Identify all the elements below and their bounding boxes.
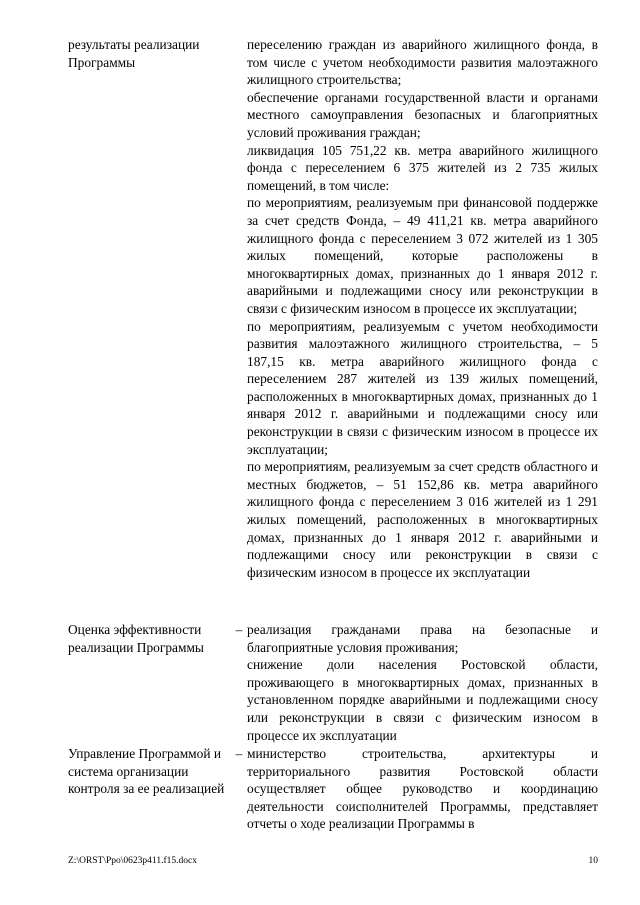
document-page xyxy=(68,36,598,833)
paragraph: по мероприятиям, реализуемым при финансовой поддержке за счет средств Фонда, – 49 411,21 кв. метра аварийного жилищного фонда с переселением 3 072 жителей из 1 305 жилых помещений, которые расположены в многоквартирных домах, признанных до 1 января 2012 г. аварийными и подлежащими сносу или реконструкции в связи с физическим износом в процессе их эксплуатации; xyxy=(247,195,598,316)
row-text xyxy=(247,621,598,745)
paragraph: ликвидация 105 751,22 кв. метра аварийного жилищного фонда с переселением 6 375 жителей из 2 735 жилых помещений, в том числе: xyxy=(247,142,598,193)
paragraph: по мероприятиям, реализуемым за счет средств областного и местных бюджетов, – 51 152,86 кв. метра аварийного жилищного фонда с переселением 3 016 жителей из 1 291 жилых помещений, расположенных в многоквартирных домах, признанных до 1 января 2012 г. аварийными и подлежащими сносу или реконструкции в связи с физическим износом в процессе их эксплуатации xyxy=(247,459,598,580)
row-dash: – xyxy=(235,622,243,637)
row-label: результаты реализации Программы xyxy=(68,37,200,70)
paragraph: министерство строительства, архитектуры и территориального развития Ростовской области осуществляет общее руководство и координацию деятельности соисполнителей Программы, представляет отчеты о ходе реализации Программы в xyxy=(247,746,598,832)
paragraph: переселению граждан из аварийного жилищного фонда, в том числе с учетом необходимости развития малоэтажного жилищного строительства; xyxy=(247,37,598,88)
table-row xyxy=(68,745,598,833)
paragraph: обеспечение органами государственной власти и органами местного самоуправления безопасных и благоприятных условий проживания граждан; xyxy=(247,89,598,140)
row-label: Управление Программой и система организации контроля за ее реализацией xyxy=(68,746,225,797)
row-dash xyxy=(231,36,247,621)
paragraph: реализация гражданами права на безопасные и благоприятные условия проживания; xyxy=(247,622,598,655)
file-path: Z:\ORST\Ppo\0623p411.f15.docx xyxy=(68,856,197,866)
page-number: 10 xyxy=(588,856,598,866)
row-text xyxy=(247,36,598,621)
row-dash: – xyxy=(235,746,243,761)
row-label: Оценка эффективности реализации Программы xyxy=(68,622,204,655)
page-footer xyxy=(68,856,598,866)
table-row xyxy=(68,36,598,621)
paragraph: по мероприятиям, реализуемым с учетом необходимости развития малоэтажного жилищного строительства, – 5 187,15 кв. метра аварийного жилищного фонда с переселением 287 жителей из 139 жилых помещений, расположенных в многоквартирных домах, признанных до 1 января 2012 г. аварийными и подлежащими сносу или реконструкции в связи с физическим износом в процессе их эксплуатации; xyxy=(247,318,598,457)
paragraph: снижение доли населения Ростовской области, проживающего в многоквартирных домах, признанных в установленном порядке аварийными и подлежащими сносу или реконструкции в связи с физическим износом в процессе их эксплуатации xyxy=(247,657,598,743)
row-text xyxy=(247,745,598,833)
table-row xyxy=(68,621,598,745)
